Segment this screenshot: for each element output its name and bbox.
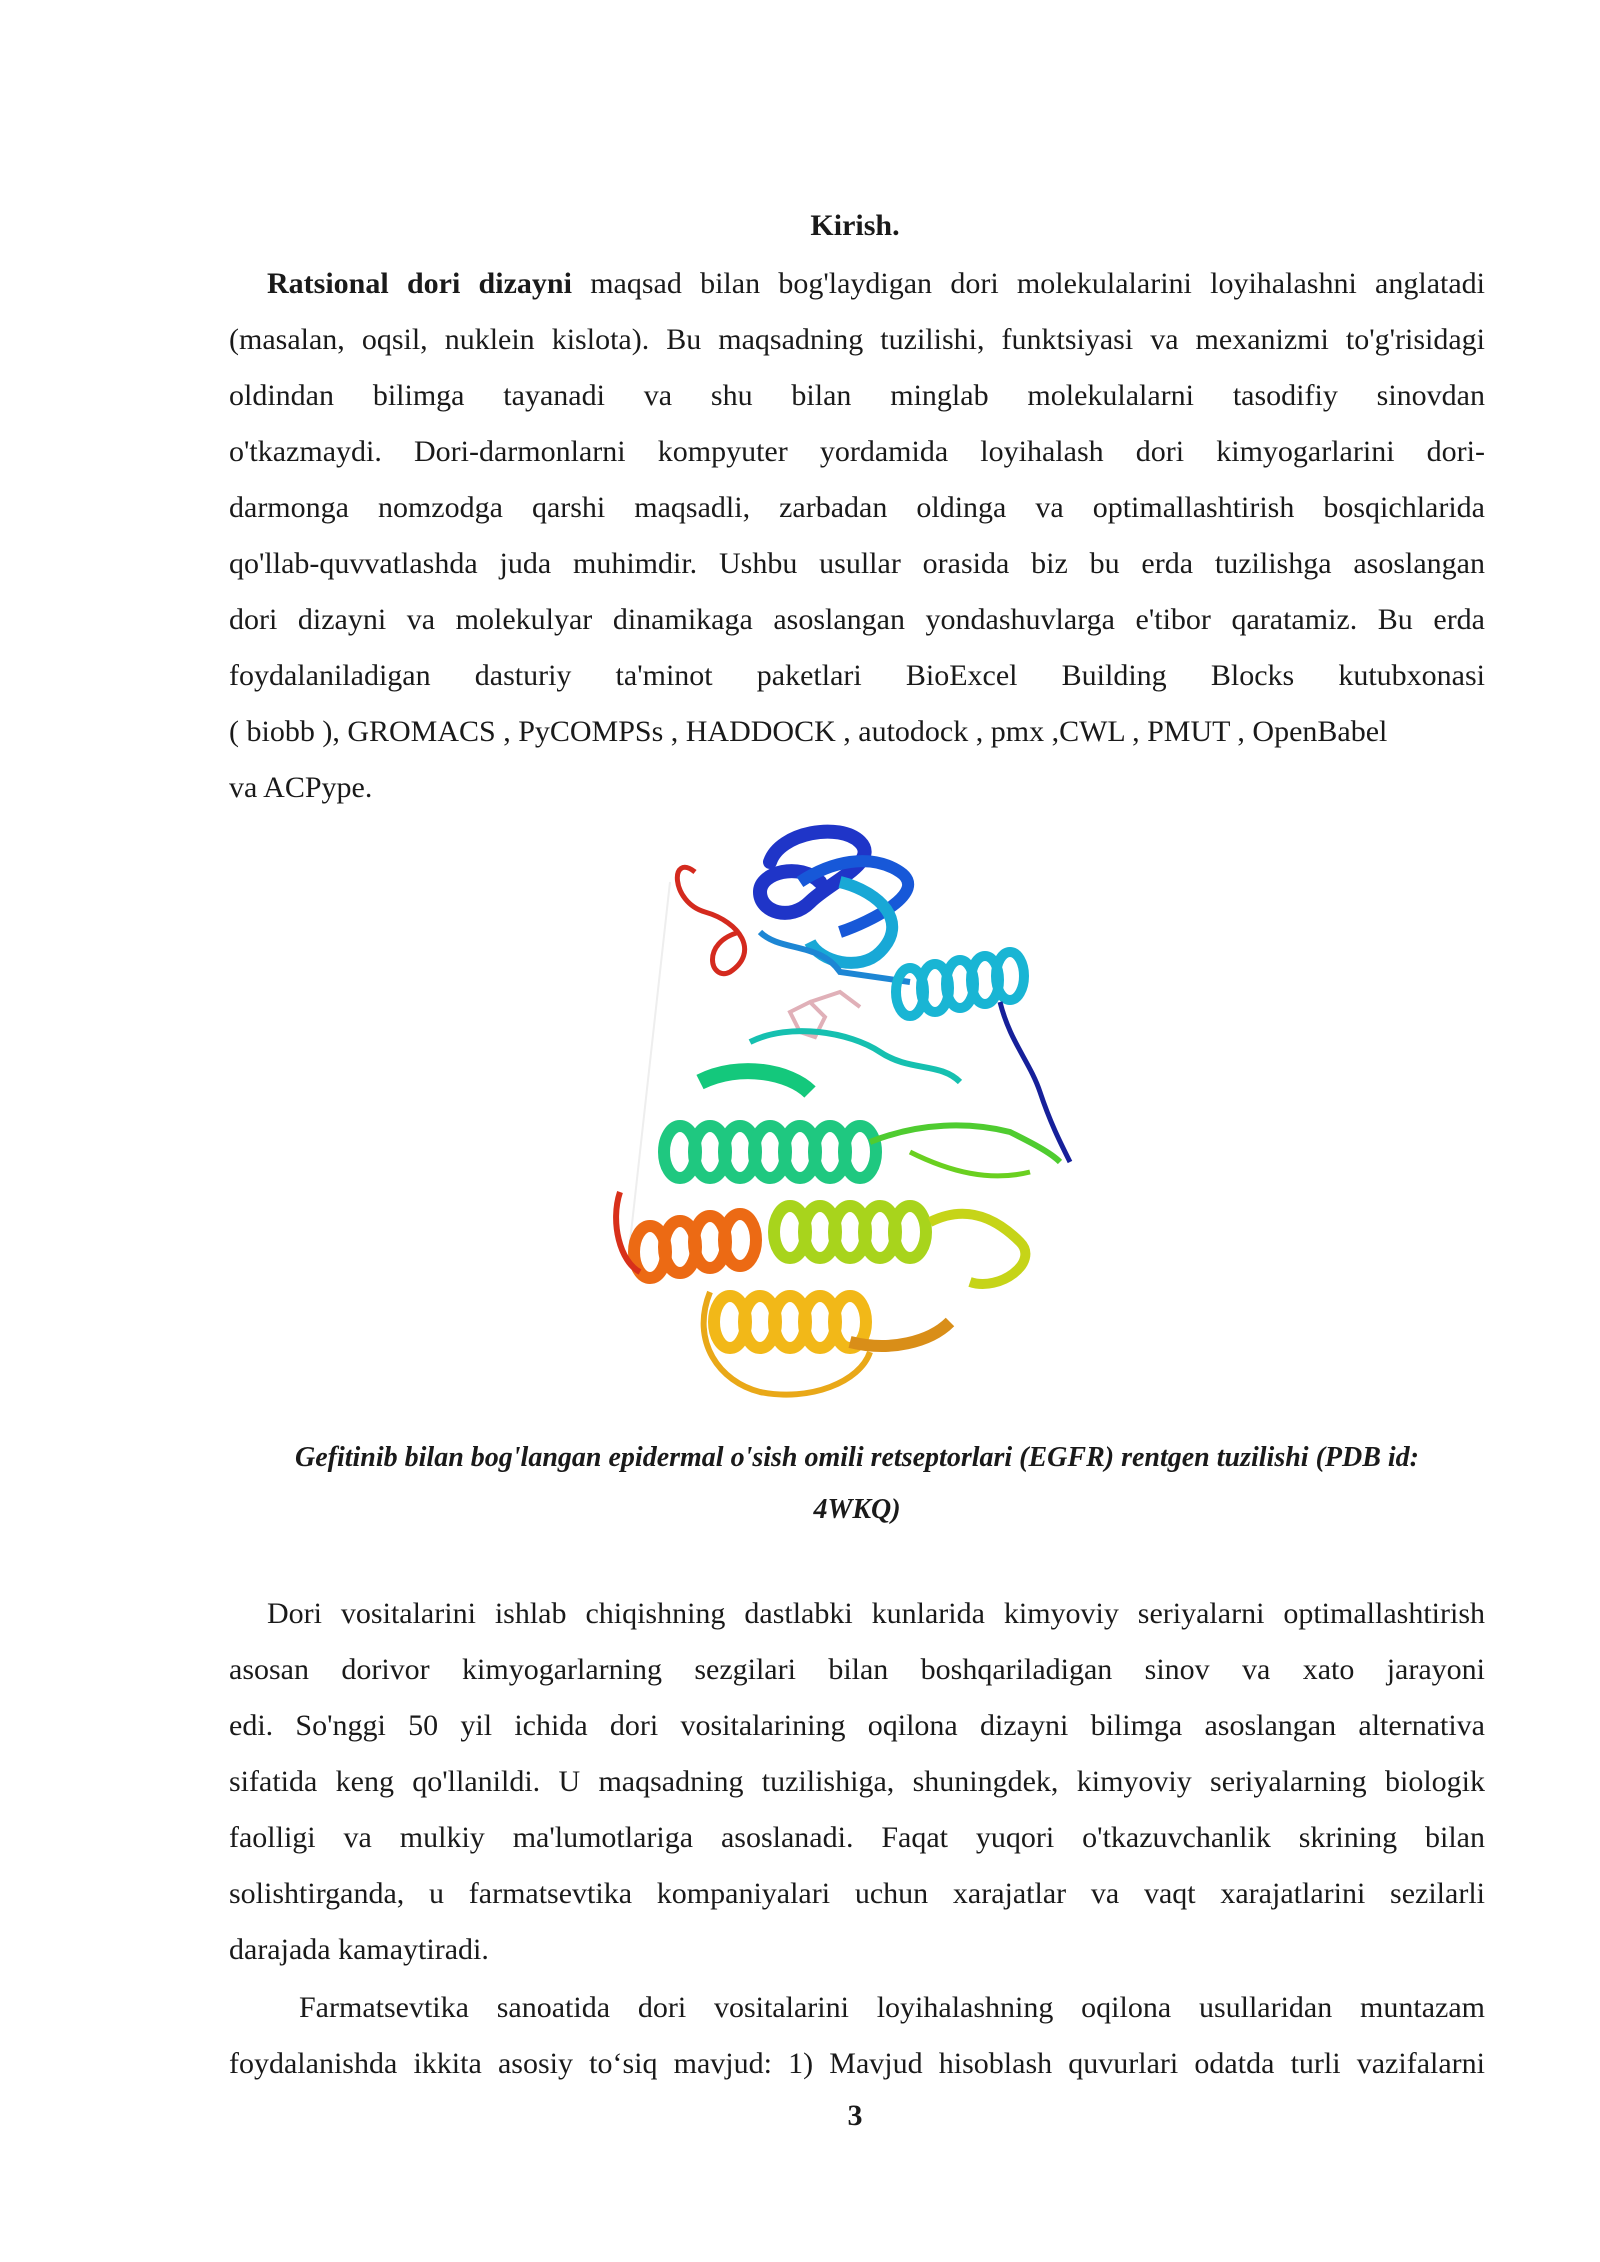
para2-line-6: solishtirganda, u farmatsevtika kompaniyalari uchun xarajatlar va vaqt xarajatlarini sezilarli — [229, 1877, 1485, 1910]
para3-line-1: Farmatsevtika sanoatida dori vositalarini loyihalashning oqilona usullaridan muntazam — [299, 1991, 1485, 2024]
protein-structure-figure — [610, 822, 1110, 1422]
intro-line-7: dori dizayni va molekulyar dinamikaga asoslangan yondashuvlarga e'tibor qaratamiz. Bu erda — [229, 603, 1485, 636]
para2-line-3: edi. So'nggi 50 yil ichida dori vositalarining oqilona dizayni bilimga asoslangan alternativa — [229, 1709, 1485, 1742]
para2-line-5: faolligi va mulkiy ma'lumotlariga asoslanadi. Faqat yuqori o'tkazuvchanlik skrining bilan — [229, 1821, 1485, 1854]
figure-caption-line-2: 4WKQ) — [813, 1494, 901, 1525]
intro-line-1-text: maqsad bilan bog'laydigan dori molekulalarini loyihalashni anglatadi — [571, 267, 1486, 300]
body-paragraph-2 — [229, 1586, 1485, 1978]
intro-line-10: va ACPype. — [229, 771, 373, 804]
protein-ribbon-image — [610, 822, 1110, 1422]
para2-line-1: Dori vositalarini ishlab chiqishning dastlabki kunlarida kimyoviy seriyalarni optimallashtirish — [267, 1597, 1485, 1630]
intro-line-3: oldindan bilimga tayanadi va shu bilan minglab molekulalarni tasodifiy sinovdan — [229, 379, 1485, 412]
para2-line-7: darajada kamaytiradi. — [229, 1933, 489, 1966]
para2-line-4: sifatida keng qo'llanildi. U maqsadning tuzilishiga, shuningdek, kimyoviy seriyalarning biologik — [229, 1765, 1485, 1798]
intro-line-9: ( biobb ), GROMACS , PyCOMPSs , HADDOCK , autodock , pmx ,CWL , PMUT , OpenBabel — [229, 715, 1388, 748]
section-heading: Kirish. — [810, 209, 900, 242]
figure-caption — [229, 1432, 1485, 1536]
para3-line-2: foydalanishda ikkita asosiy to‘siq mavjud: 1) Mavjud hisoblash quvurlari odatda turli vazifalarni — [229, 2047, 1485, 2080]
intro-line-8: foydalaniladigan dasturiy ta'minot paketlari BioExcel Building Blocks kutubxonasi — [229, 659, 1485, 692]
intro-line-6: qo'llab-quvvatlashda juda muhimdir. Ushbu usullar orasida biz bu erda tuzilishga asoslangan — [229, 547, 1485, 580]
page-number: 3 — [847, 2099, 863, 2132]
intro-line-4: o'tkazmaydi. Dori-darmonlarni kompyuter yordamida loyihalash dori kimyogarlarini dori- — [229, 435, 1485, 468]
bold-term: Ratsional dori dizayni — [267, 267, 572, 300]
intro-line-1 — [229, 256, 1485, 312]
body-paragraph-3 — [229, 1980, 1485, 2092]
intro-paragraph — [229, 256, 1485, 816]
para2-line-2: asosan dorivor kimyogarlarning sezgilari bilan boshqariladigan sinov va xato jarayoni — [229, 1653, 1485, 1686]
intro-line-5: darmonga nomzodga qarshi maqsadli, zarbadan oldinga va optimallashtirish bosqichlarida — [229, 491, 1485, 524]
figure-caption-line-1: Gefitinib bilan bog'langan epidermal o'sish omili retseptorlari (EGFR) rentgen tuzilishi (PDB id: — [294, 1442, 1420, 1473]
intro-line-2: (masalan, oqsil, nuklein kislota). Bu maqsadning tuzilishi, funktsiyasi va mexanizmi to'g'risidagi — [229, 323, 1485, 356]
